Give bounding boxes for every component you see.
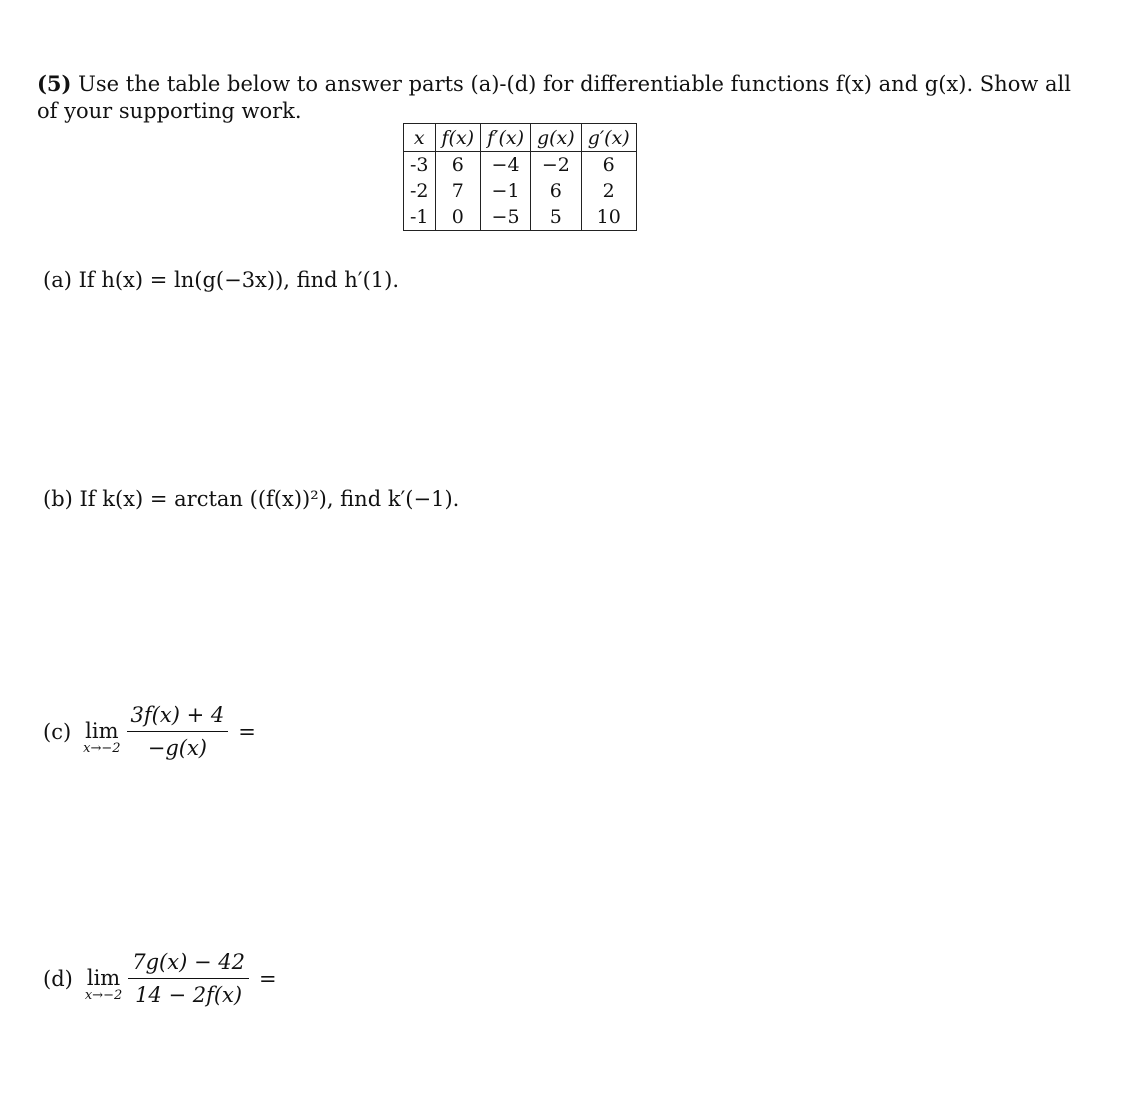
header-f: f(x) [435, 124, 481, 152]
table-cell: −4 [481, 152, 531, 179]
fraction [128, 949, 249, 1008]
table-cell: 6 [530, 178, 581, 204]
fraction-numerator: 3f(x) + 4 [127, 702, 229, 732]
equals-sign: = [238, 719, 256, 744]
values-table [403, 123, 637, 231]
limit-operator: lim x→−2 [84, 965, 123, 1003]
table-cell: 5 [530, 204, 581, 231]
table-row [404, 178, 637, 204]
table-cell: -2 [404, 178, 436, 204]
header-gprime: g′(x) [581, 124, 636, 152]
header-x: x [404, 124, 436, 152]
part-a: (a) If h(x) = ln(g(−3x)), find h′(1). [43, 268, 399, 292]
header-g: g(x) [530, 124, 581, 152]
limit-subscript: x→−2 [84, 987, 123, 1003]
header-fprime: f′(x) [481, 124, 531, 152]
part-c [43, 702, 256, 761]
table-cell: 2 [581, 178, 636, 204]
fraction [127, 702, 229, 761]
fraction-numerator: 7g(x) − 42 [128, 949, 249, 979]
problem-text: Use the table below to answer parts (a)-(d) for differentiable functions f(x) and g(x). Show all of your supporting work. [37, 72, 1071, 123]
table-cell: -1 [404, 204, 436, 231]
part-d-label: (d) [43, 966, 73, 991]
table-cell: −5 [481, 204, 531, 231]
fraction-denominator: 14 − 2f(x) [135, 983, 243, 1007]
table-row [404, 204, 637, 231]
table-cell: -3 [404, 152, 436, 179]
part-d [43, 949, 277, 1008]
table-cell: 10 [581, 204, 636, 231]
table-cell: −1 [481, 178, 531, 204]
fraction-denominator: −g(x) [147, 736, 208, 760]
limit-operator: lim x→−2 [83, 718, 121, 756]
part-b: (b) If k(x) = arctan ((f(x))²), find k′(−1). [43, 487, 460, 511]
table-cell: 6 [581, 152, 636, 179]
table-cell: −2 [530, 152, 581, 179]
problem-number: (5) [37, 71, 72, 96]
table-cell: 6 [435, 152, 481, 179]
problem-intro [37, 70, 1097, 125]
table-cell: 0 [435, 204, 481, 231]
table-row [404, 152, 637, 179]
table-header-row [404, 124, 637, 152]
part-c-label: (c) [43, 719, 72, 744]
table-cell: 7 [435, 178, 481, 204]
equals-sign: = [258, 966, 277, 991]
limit-subscript: x→−2 [83, 740, 121, 756]
